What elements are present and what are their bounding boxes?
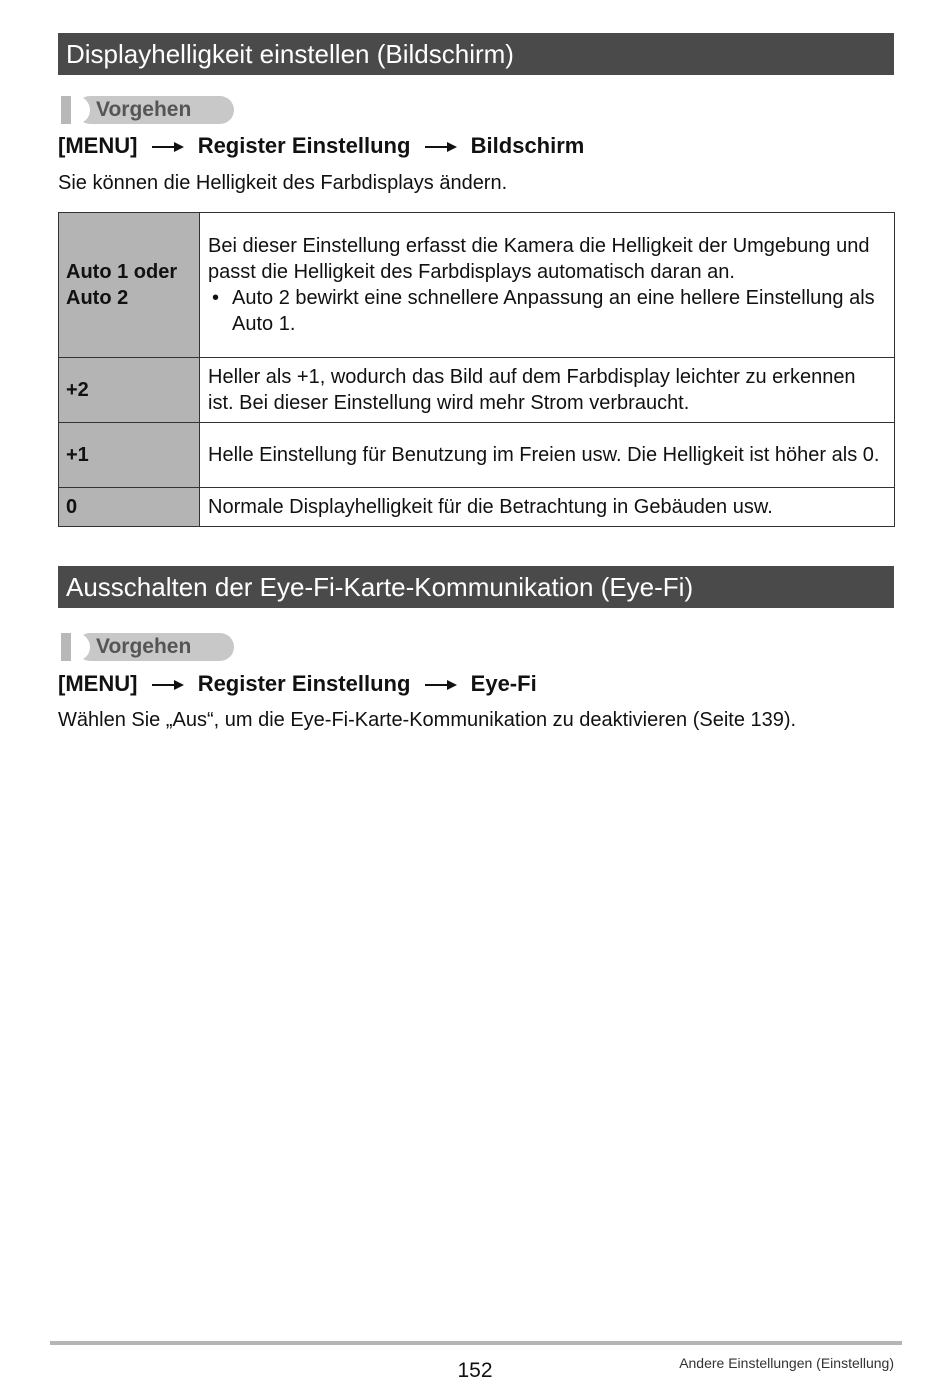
- page-number: 152: [457, 1359, 493, 1382]
- bullet-text: Auto 2 bewirkt eine schnellere Anpassung an eine hellere Einstellung als Auto 1.: [232, 287, 875, 335]
- setting-desc-text: Bei dieser Einstellung erfasst die Kamera die Helligkeit der Umgebung und passt die Helligkeit des Farbdisplays automatisch daran an.: [208, 235, 870, 283]
- setting-description: [200, 423, 895, 488]
- setting-description: [200, 358, 895, 423]
- procedure-tag: [58, 633, 234, 661]
- setting-key: [59, 358, 200, 423]
- menu-path-step: [MENU]: [58, 133, 138, 158]
- setting-key: [59, 488, 200, 527]
- setting-desc-text: Helle Einstellung für Benutzung im Freien usw. Die Helligkeit ist höher als 0.: [208, 444, 880, 466]
- setting-key-line: Auto 2: [66, 287, 129, 309]
- right-arrow-icon: [425, 679, 457, 691]
- intro-text: Wählen Sie „Aus“, um die Eye-Fi-Karte-Kommunikation zu deaktivieren (Seite 139).: [58, 709, 797, 731]
- setting-description: [200, 213, 895, 358]
- procedure-label: Vorgehen: [96, 98, 192, 121]
- intro-text: Sie können die Helligkeit des Farbdisplays ändern.: [58, 172, 508, 194]
- table-row: [59, 358, 895, 423]
- settings-table: [58, 212, 895, 527]
- setting-key-line: Auto 1 oder: [66, 261, 178, 283]
- footer-divider: [50, 1341, 902, 1345]
- bullet-icon: •: [212, 287, 220, 309]
- menu-path-step: Register Einstellung: [197, 133, 411, 158]
- menu-path: [58, 132, 584, 160]
- table-row: [59, 488, 895, 527]
- footer-section-name: Andere Einstellungen (Einstellung): [679, 1355, 894, 1371]
- setting-key: [59, 213, 200, 358]
- setting-key-line: +2: [66, 379, 89, 401]
- menu-path: [58, 670, 537, 698]
- section-title-eyefi: Ausschalten der Eye-Fi-Karte-Kommunikation (Eye-Fi): [58, 566, 894, 608]
- table-row: [59, 423, 895, 488]
- menu-path-step: [MENU]: [58, 671, 138, 696]
- menu-path-step: Register Einstellung: [197, 671, 411, 696]
- setting-key-line: 0: [66, 496, 78, 518]
- setting-key: [59, 423, 200, 488]
- procedure-tag: [58, 96, 234, 124]
- table-row: [59, 213, 895, 358]
- setting-desc-text: Normale Displayhelligkeit für die Betrachtung in Gebäuden usw.: [208, 496, 773, 518]
- section-title-brightness: Displayhelligkeit einstellen (Bildschirm): [58, 33, 894, 75]
- right-arrow-icon: [425, 141, 457, 153]
- setting-desc-text: Heller als +1, wodurch das Bild auf dem Farbdisplay leichter zu erkennen ist. Bei dieser Einstellung wird mehr Strom verbraucht.: [208, 366, 856, 414]
- setting-description: [200, 488, 895, 527]
- right-arrow-icon: [152, 141, 184, 153]
- right-arrow-icon: [152, 679, 184, 691]
- setting-key-line: +1: [66, 444, 89, 466]
- menu-path-step: Eye-Fi: [470, 671, 537, 696]
- procedure-label: Vorgehen: [96, 635, 192, 658]
- menu-path-step: Bildschirm: [470, 133, 585, 158]
- bullet-item: [208, 285, 886, 337]
